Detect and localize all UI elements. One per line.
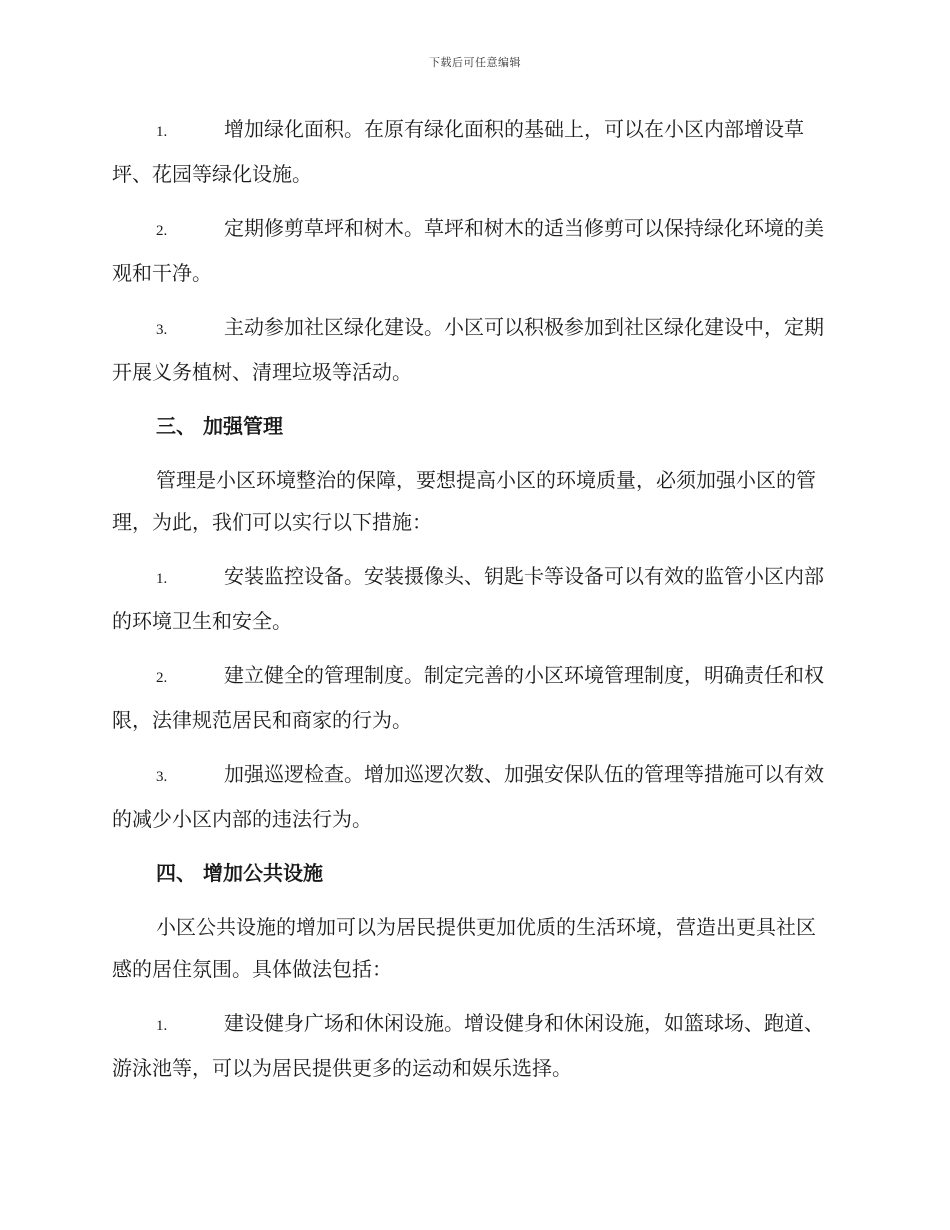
- list-text: 安装监控设备。安装摄像头、钥匙卡等设备可以有效的监管小区内部的环境卫生和安全。: [112, 564, 824, 633]
- list-text: 建设健身广场和休闲设施。增设健身和休闲设施，如篮球场、跑道、游泳池等，可以为居民提供更多的运动和娱乐选择。: [112, 1011, 824, 1080]
- list-item: [112, 1002, 834, 1089]
- list-item: [112, 753, 834, 840]
- document-body: [112, 108, 834, 1101]
- list-item: [112, 108, 834, 195]
- list-number: 1.: [156, 124, 168, 140]
- list-text: 建立健全的管理制度。制定完善的小区环境管理制度，明确责任和权限，法律规范居民和商家的行为。: [112, 663, 824, 732]
- list-number: 3.: [156, 322, 168, 338]
- list-item: [112, 207, 834, 294]
- list-item: [112, 306, 834, 393]
- list-text: 加强巡逻检查。增加巡逻次数、加强安保队伍的管理等措施可以有效的减少小区内部的违法行为。: [112, 762, 824, 831]
- list-item: [112, 654, 834, 741]
- list-number: 2.: [156, 223, 168, 239]
- page-header: 下载后可任意编辑: [429, 56, 521, 69]
- list-number: 1.: [156, 1018, 168, 1034]
- list-text: 主动参加社区绿化建设。小区可以积极参加到社区绿化建设中，定期开展义务植树、清理垃圾等活动。: [112, 315, 824, 384]
- list-number: 1.: [156, 571, 168, 587]
- list-number: 2.: [156, 670, 168, 686]
- section-heading: 四、 增加公共设施: [156, 861, 323, 885]
- list-text: 定期修剪草坪和树木。草坪和树木的适当修剪可以保持绿化环境的美观和干净。: [112, 216, 824, 285]
- list-item: [112, 555, 834, 642]
- list-text: 增加绿化面积。在原有绿化面积的基础上，可以在小区内部增设草坪、花园等绿化设施。: [112, 117, 804, 186]
- list-number: 3.: [156, 769, 168, 785]
- section-heading: 三、 加强管理: [156, 414, 283, 438]
- section-intro: 管理是小区环境整治的保障，要想提高小区的环境质量，必须加强小区的管理，为此，我们可以实行以下措施：: [112, 468, 816, 534]
- section-intro: 小区公共设施的增加可以为居民提供更加优质的生活环境，营造出更具社区感的居住氛围。具体做法包括：: [112, 915, 816, 981]
